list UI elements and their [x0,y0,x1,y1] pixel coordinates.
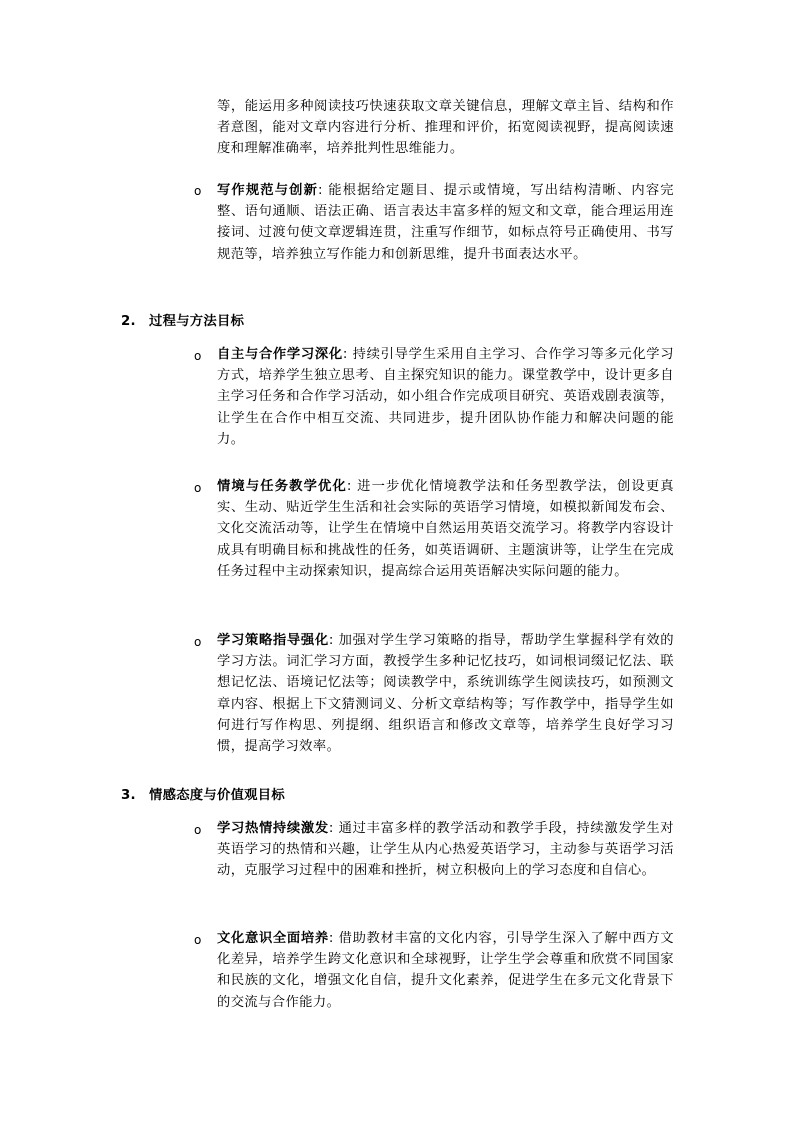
bullet-marker: o [194,933,202,947]
continuation-paragraph: 等，能运用多种阅读技巧快速获取文章关键信息，理解文章主旨、结构和作者意图，能对文章内容进行分析、推理和评价，拓宽阅读视野，提高阅读速度和理解准确率，培养批判性思维能力。 [217,99,674,157]
list-item-title: 学习热情持续激发 [217,821,329,836]
section-3-title: 情感态度与价值观目标 [149,788,285,803]
list-item-body: : 加强对学生学习策略的指导，帮助学生掌握科学有效的学习方法。词汇学习方面，教授学生多种记忆技巧，如词根词缀记忆法、联想记忆法、语境记忆法等；阅读教学中，系统训练学生阅读技巧，如预测文章内容、根据上下文猜测词义、分析文章结构等；写作教学中，指导学生如何进行写作构思、列提纲、组织语言和修改文章等，培养学生良好学习习惯，提高学习效率。 [217,633,674,755]
bullet-marker: o [194,184,202,198]
writing-item-title: 写作规范与创新 [217,183,319,198]
writing-item-body: : 能根据给定题目、提示或情境，写出结构清晰、内容完整、语句通顺、语法正确、语言表达丰富多样的短文和文章，能合理运用连接词、过渡句使文章逻辑连贯，注重写作细节，如标点符号正确使用、书写规范等，培养独立写作能力和创新思维，提升书面表达水平。 [217,183,674,262]
list-item-body: : 通过丰富多样的教学活动和教学手段，持续激发学生对英语学习的热情和兴趣，让学生从内心热爱英语学习，主动参与英语学习活动，克服学习过程中的困难和挫折，树立积极向上的学习态度和自信心。 [217,821,674,879]
list-item [217,630,674,757]
list-item [217,818,674,882]
list-item [217,344,674,450]
bullet-marker: o [194,481,202,495]
bullet-marker: o [194,823,202,837]
list-item-body: : 借助教材丰富的文化内容，引导学生深入了解中西方文化差异，培养学生跨文化意识和全球视野，让学生学会尊重和欣赏不同国家和民族的文化，增强文化自信，提升文化素养，促进学生在多元文化背景下的交流与合作能力。 [217,931,674,1010]
bullet-marker: o [194,635,202,649]
writing-item [217,180,674,265]
list-item [217,476,674,582]
section-2-number: 2. [121,314,136,329]
list-item-title: 自主与合作学习深化 [217,347,343,362]
list-item-title: 学习策略指导强化 [217,633,329,648]
list-item-title: 文化意识全面培养 [217,931,329,946]
list-item-title: 情境与任务教学优化 [217,479,347,494]
list-item [217,928,674,1013]
section-2-heading [121,311,244,332]
list-item-body: : 持续引导学生采用自主学习、合作学习等多元化学习方式，培养学生独立思考、自主探究知识的能力。课堂教学中，设计更多自主学习任务和合作学习活动，如小组合作完成项目研究、英语戏剧表演等，让学生在合作中相互交流、共同进步，提升团队协作能力和解决问题的能力。 [217,347,674,447]
bullet-marker: o [194,349,202,363]
list-item-body: : 进一步优化情境教学法和任务型教学法，创设更真实、生动、贴近学生生活和社会实际的英语学习情境，如模拟新闻发布会、文化交流活动等，让学生在情境中自然运用英语交流学习。将教学内容设计成具有明确目标和挑战性的任务，如英语调研、主题演讲等，让学生在完成任务过程中主动探索知识，提高综合运用英语解决实际问题的能力。 [217,479,674,579]
section-3-heading [121,785,285,806]
section-3-number: 3. [121,788,136,803]
section-2-title: 过程与方法目标 [149,314,245,329]
